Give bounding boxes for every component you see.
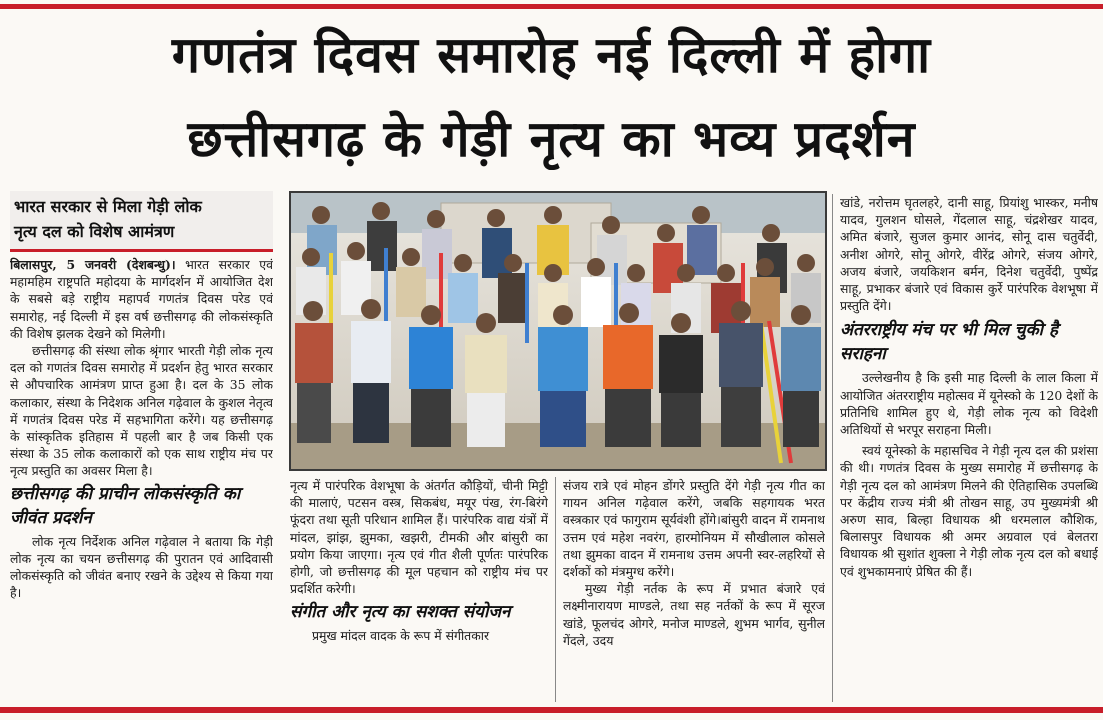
column-divider-1 xyxy=(555,477,556,702)
lead-paragraph xyxy=(10,256,273,342)
middle-column-1 xyxy=(290,477,548,703)
section-heading-1: छत्तीसगढ़ की प्राचीन लोकसंस्कृति का जीवंत प्रदर्शन xyxy=(10,483,241,528)
group-photo xyxy=(289,191,827,471)
middle-column-2 xyxy=(563,477,825,703)
paragraph-9: उल्लेखनीय है कि इसी माह दिल्ली के लाल किला में आयोजित अंतरराष्ट्रीय महोत्सव में यूनेस्को के 120 देशों के प्रतिनिधि शामिल हुए थे, गेड़ी लोक नृत्य को विदेशी अतिथियों से भरपूर सराहना मिली। xyxy=(840,370,1098,438)
section-heading-2: संगीत और नृत्य का सशक्त संयोजन xyxy=(290,602,511,623)
right-column xyxy=(840,194,1098,703)
section-heading-3: अंतरराष्ट्रीय मंच पर भी मिल चुकी है सराहना xyxy=(840,320,1058,365)
paragraph-6: संजय रात्रे एवं मोहन डोंगरे प्रस्तुति देंगे गेड़ी नृत्य गीत का गायन अनिल गढ़ेवाल करेंगे, जबकि सहगायक भरत वस्त्रकार एवं फागुराम सूर्यवंशी होंगे।बांसुरी वादन में रामनाथ उत्तम एवं महेश नवरंग, हारमोनियम में सौखीलाल कोसले तथा झुमका वादन में रामनाथ उत्तम अपनी स्वर-लहरियों से दर्शकों को मंत्रमुग्ध करेंगे। xyxy=(563,478,825,580)
top-red-rule xyxy=(0,4,1103,9)
paragraph-4: नृत्य में पारंपरिक वेशभूषा के अंतर्गत कौड़ियों, चीनी मिट्टी की मालाएं, पटसन वस्त्र, सिकबंध, मयूर पंख, रंग-बिरंगे फूंदरा तथा सूती परिधान शामिल हैं। पारंपरिक वाद्य यंत्रों में मांदल, झांझ, झुमका, खझरी, टीमकी और बांसुरी का प्रयोग किया जाएगा। नृत्य एवं गीत शैली पूर्णतः पारंपरिक होगी, जो छत्तीसगढ़ की मूल पहचान को राष्ट्रीय मंच पर प्रदर्शित करेगी। xyxy=(290,478,548,597)
headline-line-2: छत्तीसगढ़ के गेड़ी नृत्य का भव्य प्रदर्शन xyxy=(187,110,916,168)
bottom-red-rule xyxy=(0,707,1103,713)
left-column xyxy=(10,191,273,703)
paragraph-5: प्रमुख मांदल वादक के रूप में संगीतकार xyxy=(312,628,490,644)
subheadline-box xyxy=(10,191,273,252)
column-divider-2 xyxy=(832,194,833,702)
headline-line-1: गणतंत्र दिवस समारोह नई दिल्ली में होगा xyxy=(171,26,932,84)
paragraph-7: मुख्य गेड़ी नर्तक के रूप में प्रभात बंजारे एवं लक्ष्मीनारायण माण्डले, तथा सह नर्तकों के रूप में सूरज खांडे, फूलचंद ओगरे, मनोज माण्डले, शुभम भार्गव, सुनील गेंदले, उदय xyxy=(563,581,825,648)
paragraph-3: लोक नृत्य निर्देशक अनिल गढ़ेवाल ने बताया कि गेड़ी लोक नृत्य का चयन छत्तीसगढ़ की पुरातन एवं आदिवासी लोकसंस्कृति को जीवंत बनाए रखने के उद्देश्य से किया गया है। xyxy=(10,533,273,601)
subheadline-line-1: भारत सरकार से मिला गेड़ी लोक xyxy=(14,197,202,216)
paragraph-10: स्वयं यूनेस्को के महासचिव ने गेड़ी नृत्य दल की प्रशंसा की थी। गणतंत्र दिवस के मुख्य समारोह में छत्तीसगढ़ के गेड़ी नृत्य दल को आमंत्रण मिलने की ऐतिहासिक उपलब्धि पर केंद्रीय राज्य मंत्री श्री तोखन साहू, उप मुख्यमंत्री श्री अरुण साव, बिल्हा विधायक श्री धरमलाल कौशिक, बिलासपुर विधायक श्री अमर अग्रवाल एवं बेलतरा विधायक श्री सुशांत शुक्ला ने गेड़ी लोक नृत्य दल को बधाई एवं शुभकामनाएं प्रेषित की हैं। xyxy=(840,443,1098,579)
group-photo-illustration xyxy=(291,193,825,469)
paragraph-2: छत्तीसगढ़ की संस्था लोक श्रृंगार भारती गेड़ी लोक नृत्य दल को गणतंत्र दिवस समारोह में प्रदर्शन हेतु भारत सरकार से औपचारिक आमंत्रण प्राप्त हुआ है। दल के 35 लोक कलाकार, संस्था के निदेशक अनिल गढ़ेवाल के कुशल नेतृत्व में गणतंत्र दिवस परेड में सहभागिता करेंगे। यह छत्तीसगढ़ के सांस्कृतिक इतिहास में पहली बार है जब किसी एक संस्था के 35 लोक कलाकारों को एक साथ राष्ट्रीय मंच पर नृत्य प्रस्तुति का अवसर मिला है। xyxy=(10,343,273,479)
paragraph-8: खांडे, नरोत्तम घृतलहरे, दानी साहू, प्रियांशु भास्कर, मनीष यादव, गुलशन घोसले, गेंदलाल साहू, चंद्रशेखर यादव, अमित बंजारे, सुजल कुमार आनंद, सोनू दास चतुर्वेदी, अनीश ओगरे, सोनू ओगरे, वीरेंद्र ओगरे, संजय ओगरे, अजय बंजारे, जयकिशन बर्मन, दिनेश चतुर्वेदी, पुष्पेंद्र साहू, प्रभाकर बंजारे एवं विकास कुर्रे पारंपरिक वेशभूषा में प्रस्तुति देंगे। xyxy=(840,195,1098,314)
paragraph-1: भारत सरकार एवं महामहिम राष्ट्रपति महोदया के मार्गदर्शन में आयोजित देश के सबसे बड़े राष्ट्रीय महापर्व गणतंत्र दिवस परेड एवं समारोह, नई दिल्ली में इस वर्ष छत्तीसगढ़ की लोकसंस्कृति की विशेष झलक देखने को मिलेगी। xyxy=(10,257,273,341)
dateline: बिलासपुर, 5 जनवरी (देशबन्धु)। xyxy=(10,257,176,272)
subheadline-line-2: नृत्य दल को विशेष आमंत्रण xyxy=(14,222,175,241)
